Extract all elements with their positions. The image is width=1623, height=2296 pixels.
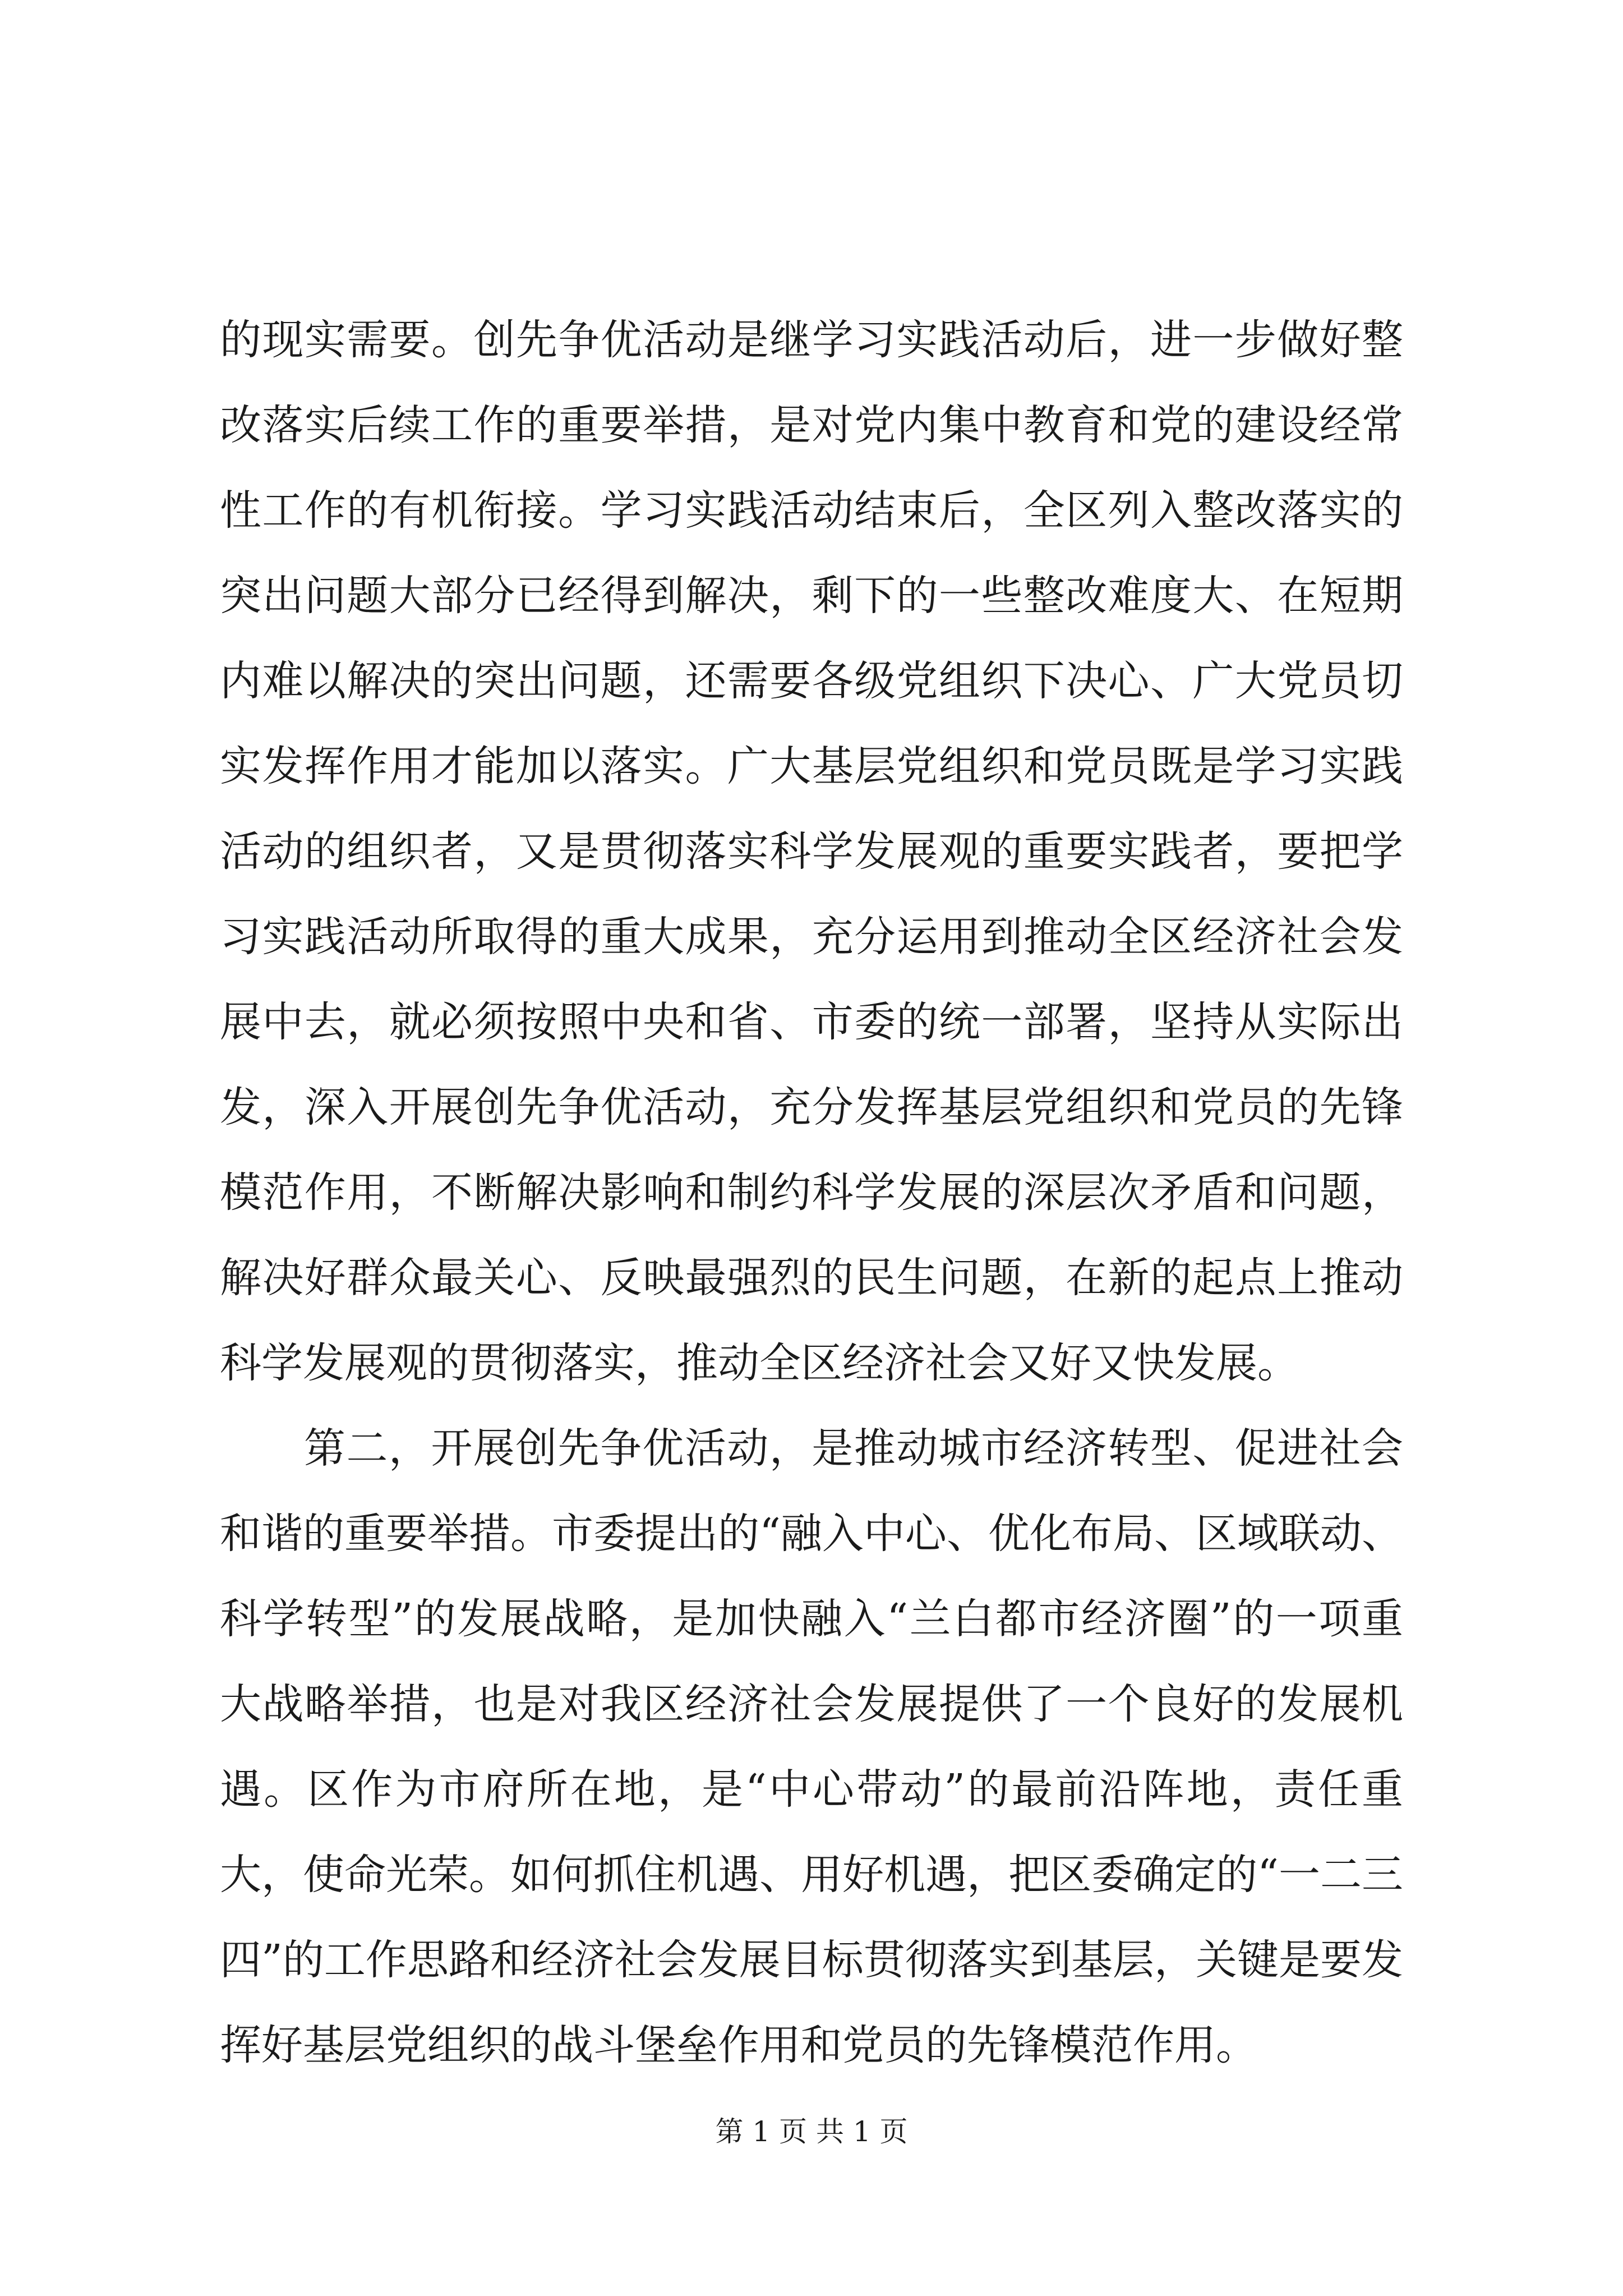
paragraph-continuation: 的现实需要。创先争优活动是继学习实践活动后，进一步做好整改落实后续工作的重要举措，是对党内集中教育和党的建设经常性工作的有机衔接。学习实践活动结束后，全区列入整改落实的突出问题大部分已经得到解决，剩下的一些整改难度大、在短期内难以解决的突出问题，还需要各级党组织下决心、广大党员切实发挥作用才能加以落实。广大基层党组织和党员既是学习实践活动的组织者，又是贯彻落实科学发展观的重要实践者，要把学习实践活动所取得的重大成果，充分运用到推动全区经济社会发展中去，就必须按照中央和省、市委的统一部署，坚持从实际出发，深入开展创先争优活动，充分发挥基层党组织和党员的先锋模范作用，不断解决影响和制约科学发展的深层次矛盾和问题，解决好群众最关心、反映最强烈的民生问题，在新的起点上推动科学发展观的贯彻落实，推动全区经济社会又好又快发展。 — [220, 316, 1403, 1387]
page-footer: 第 1 页 共 1 页 — [715, 2115, 908, 2148]
paragraph-second-point: 第二，开展创先争优活动，是推动城市经济转型、促进社会和谐的重要举措。市委提出的“融入中心、优化布局、区域联动、科学转型”的发展战略，是加快融入“兰白都市经济圈”的一项重大战略举措，也是对我区经济社会发展提供了一个良好的发展机遇。区作为市府所在地，是“中心带动”的最前沿阵地，责任重大，使命光荣。如何抓住机遇、用好机遇，把区委确定的“一二三四”的工作思路和经济社会发展目标贯彻落实到基层，关键是要发挥好基层党组织的战斗堡垒作用和党员的先锋模范作用。 — [220, 1424, 1403, 2069]
document-body — [220, 297, 1403, 2088]
